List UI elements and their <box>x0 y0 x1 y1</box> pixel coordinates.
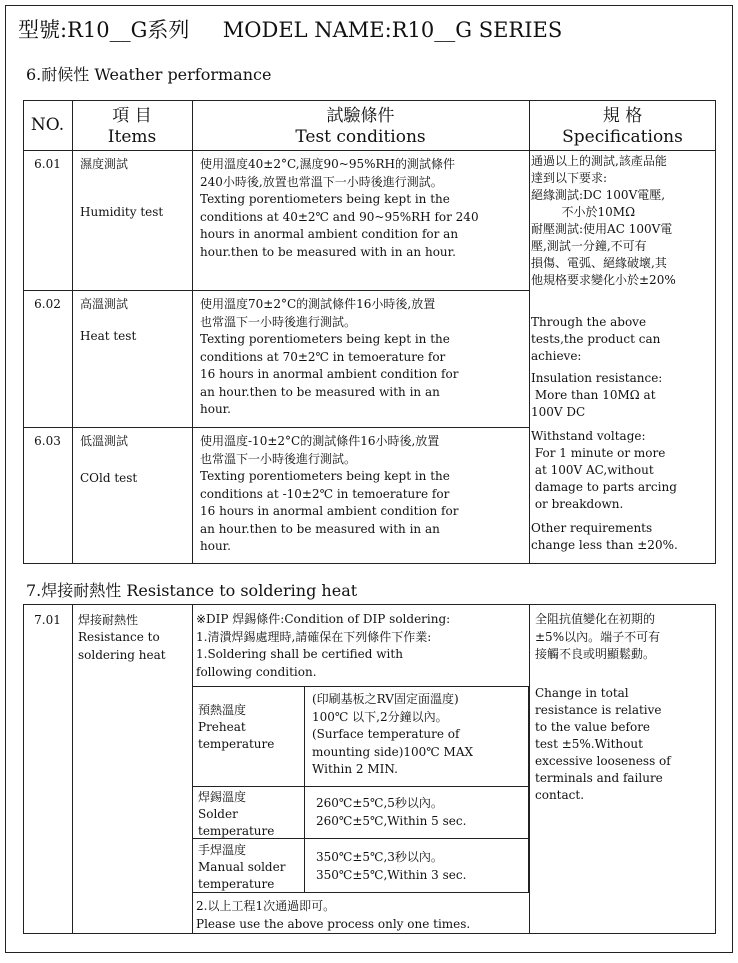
page-header-title: 型號:R10__G系列 MODEL NAME:R10__G SERIES <box>18 18 563 42</box>
row-item-zh: 低溫測試 <box>80 434 129 448</box>
row-item-en: COld test <box>80 471 138 485</box>
row-test-condition: 使用溫度40±2°C,濕度90~95%RH的測試條件 240小時後,放置也常溫下一小時後進行測試。 Texting porentiometers being kept in the conditions at 40±2℃ and 90~95%RH for 240 hours in anormal ambient condition for an hour.then to be measured with in an hour. <box>200 157 479 259</box>
row-item-zh: 焊接耐熱性 <box>78 613 139 627</box>
col-header-spec-zh: 規 格 <box>602 106 643 126</box>
spec-text-en-other: Other requirements change less than ±20%. <box>531 521 678 552</box>
spec-text-en-intro: Through the above tests,the product can achieve: <box>531 315 661 363</box>
spec-text-en-insulation: Insulation resistance: More than 10MΩ at 100V DC <box>531 371 663 419</box>
row-item-en: Humidity test <box>80 205 164 219</box>
col-header-tests-en: Test conditions <box>295 127 426 147</box>
row-item-zh: 高溫測試 <box>80 297 129 311</box>
col-header-spec-en: Specifications <box>562 127 683 147</box>
col-header-tests-zh: 試驗條件 <box>326 106 395 126</box>
row-no: 6.03 <box>34 434 61 448</box>
row-item-en: Heat test <box>80 329 137 343</box>
row-no: 7.01 <box>34 613 61 627</box>
manual-solder-label: 手焊溫度 Manual solder temperature <box>198 843 286 891</box>
row-test-condition: 使用溫度70±2°C的測試條件16小時後,放置 也常溫下一小時後進行測試。 Texting porentiometers being kept in the conditions at 70±2℃ in temoerature for 16 hours in anormal ambient condition for an hour.then to be measured with in an hour. <box>200 297 459 416</box>
section-6-title: 6.耐候性 Weather performance <box>26 65 272 84</box>
col-header-no: NO. <box>30 115 65 135</box>
section-7-title: 7.焊接耐熱性 Resistance to soldering heat <box>26 581 358 600</box>
preheat-value: (印刷基板之RV固定面溫度) 100℃ 以下,2分鐘以內。 (Surface temperature of mounting side)100℃ MAX Within 2 MIN. <box>312 692 474 776</box>
spec-text-zh: 全阻抗值變化在初期的 ±5%以內。端子不可有 接觸不良或明顯鬆動。 <box>535 612 661 661</box>
col-header-items-en: Items <box>107 127 157 147</box>
solder-temp-value: 260℃±5℃,5秒以內。 260℃±5℃,Within 5 sec. <box>316 796 467 828</box>
col-header-items-zh: 項 目 <box>112 106 152 126</box>
spec-text-en-withstand: Withstand voltage: For 1 minute or more at 100V AC,without damage to parts arcing or breakdown. <box>531 429 677 511</box>
dip-soldering-conditions: ※DIP 焊錫條件:Condition of DIP soldering: 1.清潰焊錫處理時,請確保在下列條件下作業: 1.Soldering shall be certified with following condition. <box>196 612 451 679</box>
spec-text-zh: 通過以上的測試,該產品能 達到以下要求: 絕緣測試:DC 100V電壓, 不小於10MΩ 耐壓測試:使用AC 100V電 壓,測試一分鐘,不可有 損傷、電弧、絕緣破壞,其 他規格要求變化小於±20% <box>531 154 676 287</box>
solder-temp-label: 焊錫溫度 Solder temperature <box>198 790 275 838</box>
spec-sheet-page <box>5 5 733 953</box>
preheat-label: 預熱溫度 Preheat temperature <box>198 703 275 751</box>
row-test-condition: 使用溫度-10±2°C的測試條件16小時後,放置 也常溫下一小時後進行測試。 Texting porentiometers being kept in the conditions at -10±2℃ in temoerature for 16 hours in anormal ambient condition for an hour.then to be measured with in an hour. <box>200 434 459 553</box>
row-no: 6.01 <box>34 157 61 171</box>
spec-text-en: Change in total resistance is relative to the value before test ±5%.Without excessive looseness of terminals and failure contact. <box>535 686 671 802</box>
process-note: 2.以上工程1次通過即可。 Please use the above process only one times. <box>196 899 471 931</box>
row-item-en: Resistance to soldering heat <box>78 630 166 662</box>
row-no: 6.02 <box>34 297 61 311</box>
row-item-zh: 濕度測試 <box>80 157 129 171</box>
manual-solder-value: 350℃±5℃,3秒以內。 350℃±5℃,Within 3 sec. <box>316 850 467 882</box>
